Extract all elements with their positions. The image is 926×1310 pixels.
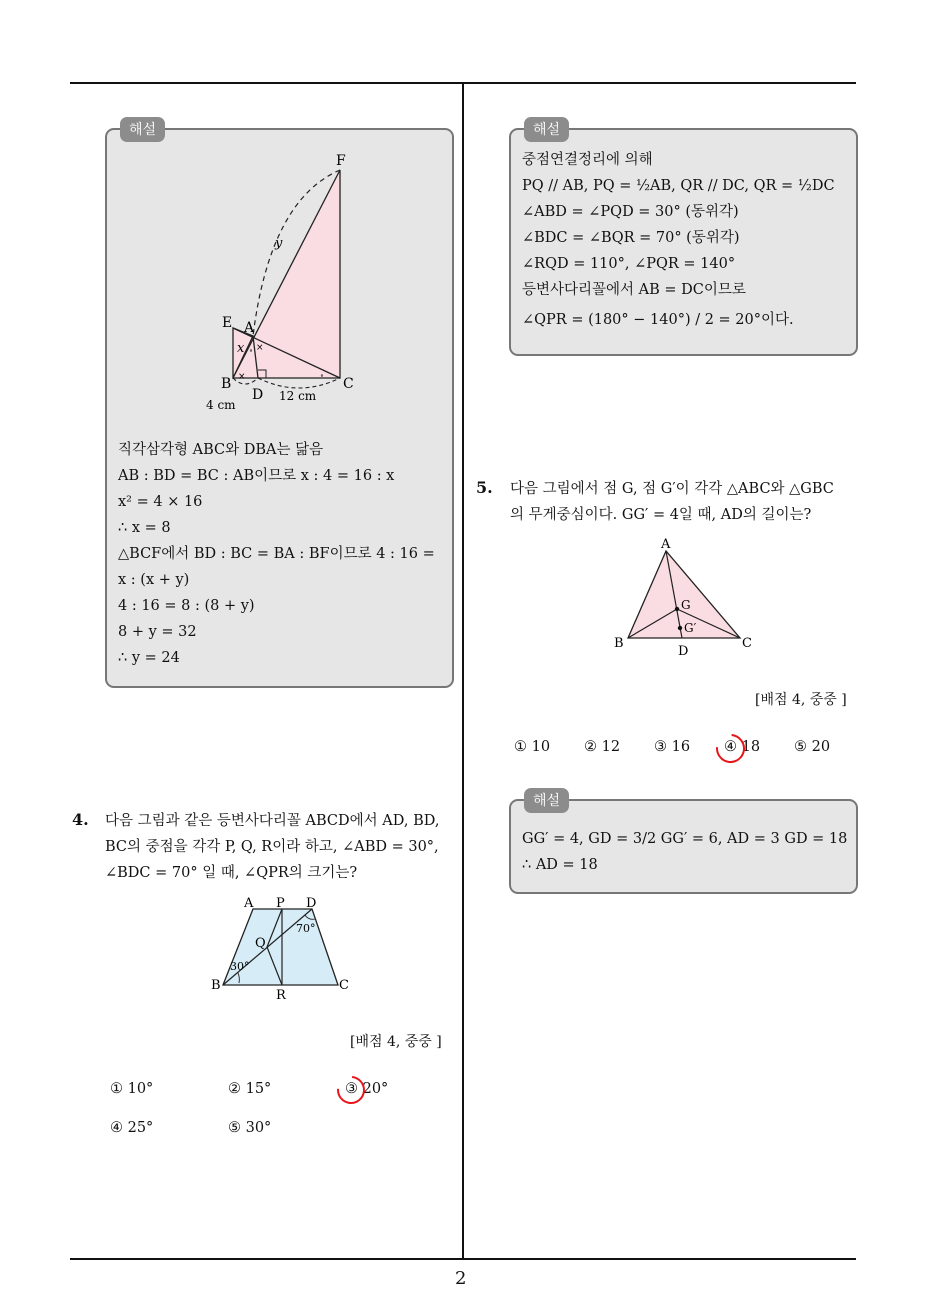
solution1-line-5: △BCF에서 BD : BC = BA : BF이므로 4 : 16 = [118,546,435,562]
question-5-line-2: 의 무게중심이다. GG′ = 4일 때, AD의 길이는? [510,507,812,523]
label-B: B [221,376,232,392]
question-5-line-1: 다음 그림에서 점 G, 점 G′이 각각 △ABC와 △GBC [510,481,834,497]
solution4-line-1: 중점연결정리에 의해 [522,152,653,168]
q5-answer-mark [710,728,751,769]
svg-text:×: × [238,372,246,382]
solution4-line-7: ∠QPR = (180° − 140°) / 2 = 20°이다. [522,312,794,328]
q4-choice-2[interactable]: ② 15° [228,1081,272,1097]
label-Q: Q [255,936,266,951]
label-4cm: 4 cm [206,398,236,412]
q5-choice-3[interactable]: ③ 16 [654,739,691,755]
trapezoid-figure [205,895,360,1005]
svg-text:×: × [256,343,264,353]
solution5-line-1: GG′ = 4, GD = 3/2 GG′ = 6, AD = 3 GD = 18 [522,831,848,847]
svg-text:∘: ∘ [320,371,324,380]
label-angle-30: 30° [230,960,250,973]
q5-choice-4[interactable]: ④ 18 [724,739,761,755]
question-4-line-3: ∠BDC = 70° 일 때, ∠QPR의 크기는? [105,865,358,881]
label-angle-70: 70° [296,922,316,935]
q4-choice-5[interactable]: ⑤ 30° [228,1120,272,1136]
centroid-figure [608,535,758,660]
q5-choice-2[interactable]: ② 12 [584,739,621,755]
bottom-rule [70,1258,856,1260]
solution-tag: 해설 [524,788,569,813]
solution5-line-2: ∴ AD = 18 [522,857,598,873]
page-number: 2 [455,1268,467,1289]
solution1-line-6: x : (x + y) [118,572,190,588]
solution1-line-4: ∴ x = 8 [118,520,171,536]
question-4-line-2: BC의 중점을 각각 P, Q, R이라 하고, ∠ABD = 30°, [105,839,439,855]
question-5-number: 5. [476,478,493,497]
label-F: F [336,153,346,169]
label-x: x [237,341,245,356]
label-C: C [343,376,354,392]
solution1-line-3: x² = 4 × 16 [118,494,203,510]
q4-choice-1[interactable]: ① 10° [110,1081,154,1097]
q4-answer-mark [331,1070,370,1109]
similar-triangles-figure [195,150,395,415]
label-B: B [614,636,624,651]
label-G-prime: G′ [684,621,697,635]
solution1-line-8: 8 + y = 32 [118,624,197,640]
label-D: D [252,387,264,403]
label-P: P [276,896,285,911]
solution1-line-2: AB : BD = BC : AB이므로 x : 4 = 16 : x [118,468,395,484]
label-R: R [276,988,286,1003]
label-B: B [211,978,221,993]
solution4-line-3: ∠ABD = ∠PQD = 30° (동위각) [522,204,739,220]
q5-choice-5[interactable]: ⑤ 20 [794,739,831,755]
label-C: C [742,636,752,651]
question-5-meta: [배점 4, 중중 ] [755,692,847,708]
label-E: E [222,315,233,331]
label-A: A [661,537,671,552]
question-4-number: 4. [72,810,89,829]
svg-text:∘: ∘ [249,346,253,355]
solution4-line-5: ∠RQD = 110°, ∠PQR = 140° [522,256,736,272]
label-C: C [339,978,349,993]
solution-tag: 해설 [524,117,569,142]
label-A: A [244,896,254,911]
label-D: D [678,644,689,659]
question-4-line-1: 다음 그림과 같은 등변사다리꼴 ABCD에서 AD, BD, [105,813,440,829]
solution1-line-1: 직각삼각형 ABC와 DBA는 닮음 [118,442,324,458]
label-y: y [275,236,283,251]
column-divider [462,83,464,1259]
q5-choice-1[interactable]: ① 10 [514,739,551,755]
solution4-line-6: 등변사다리꼴에서 AB = DC이므로 [522,282,746,298]
solution4-line-4: ∠BDC = ∠BQR = 70° (동위각) [522,230,740,246]
q4-choice-4[interactable]: ④ 25° [110,1120,154,1136]
label-12cm: 12 cm [279,389,317,403]
solution4-line-2: PQ // AB, PQ = ½AB, QR // DC, QR = ½DC [522,178,835,194]
question-4-meta: [배점 4, 중중 ] [350,1034,442,1050]
label-A: A [244,320,255,336]
q4-choice-3[interactable]: ③ 20° [345,1081,389,1097]
label-G: G [681,598,691,612]
label-D: D [306,896,317,911]
solution1-line-9: ∴ y = 24 [118,650,180,666]
solution1-line-7: 4 : 16 = 8 : (8 + y) [118,598,255,614]
solution-tag: 해설 [120,117,165,142]
